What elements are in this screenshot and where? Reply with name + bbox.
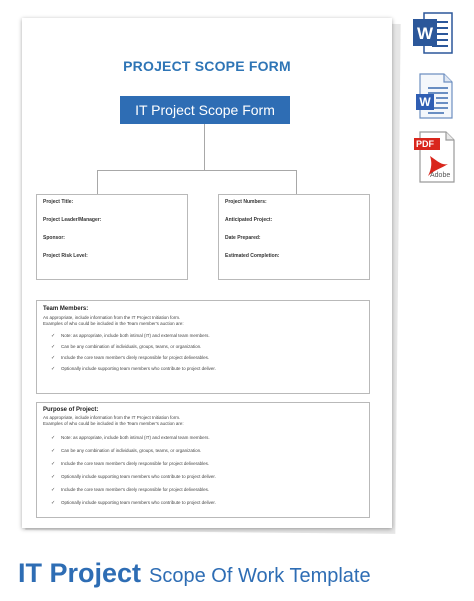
list-item-text: Note: as appropriate, include both intimal (IT) and external team members. [61,435,210,440]
check-icon: ✓ [51,487,56,493]
list-item-text: Optionally include supporting team members who contribute to project deliver. [61,474,216,479]
adobe-label: Adobe [430,172,451,179]
check-icon: ✓ [51,500,56,506]
list-item [51,444,216,457]
team-members-section [36,300,370,394]
field-project-numbers[interactable]: Project Numbers: [225,199,267,205]
purpose-heading: Purpose of Project: [43,407,99,413]
field-project-title[interactable]: Project Title: [43,199,74,205]
caption-light: Scope Of Work Template [149,565,371,587]
check-icon: ✓ [51,448,56,454]
field-sponsor[interactable]: Sponsor: [43,235,65,241]
field-estimated-completion[interactable]: Estimated Completion: [225,253,280,259]
caption-strong: IT Project [18,558,142,588]
document-page [22,18,392,528]
connector-left-drop [97,170,98,194]
list-item [51,483,216,496]
check-icon: ✓ [51,366,56,372]
list-item [51,352,216,363]
connector-right-drop [296,170,297,194]
purpose-intro-1: As appropriate, include information from the IT Project Initiation form. [43,415,181,420]
team-members-list [51,330,216,374]
list-item [51,457,216,470]
banner-title: IT Project Scope Form [120,96,290,124]
check-icon: ✓ [51,344,56,350]
field-project-leader[interactable]: Project Leader/Manager: [43,217,102,223]
connector-vertical-top [204,124,205,170]
list-item [51,496,216,509]
list-item-text: Optionally include supporting team members who contribute to project deliver. [61,366,216,371]
list-item [51,341,216,352]
field-risk-level[interactable]: Project Risk Level: [43,253,88,259]
list-item-text: Optionally include supporting team members who contribute to project deliver. [61,500,216,505]
list-item-text: Include the core team member's direly responsible for project deliverables. [61,355,210,360]
purpose-intro-2: Examples of who could be included in the Team member's auction are: [43,421,184,426]
list-item-text: Include the core team member's direly responsible for project deliverables. [61,487,210,492]
team-members-intro-1: As appropriate, include information from the IT Project Initiation form. [43,315,181,320]
purpose-section [36,402,370,518]
purpose-list [51,431,216,509]
pdf-icon[interactable] [412,130,458,184]
field-date-prepared[interactable]: Date Prepared: [225,235,261,241]
page-caption [18,558,371,589]
svg-text:W: W [416,24,434,43]
list-item [51,470,216,483]
form-title: PROJECT SCOPE FORM [123,58,291,74]
list-item-text: Can be any combination of individuals, groups, teams, or organization. [61,344,202,349]
project-dates-box [218,194,370,280]
list-item [51,330,216,341]
connector-horizontal [97,170,297,171]
svg-text:W: W [419,95,431,109]
word-icon[interactable] [412,10,454,56]
list-item-text: Note: as appropriate, include both intimal (IT) and external team members. [61,333,210,338]
word-document-icon[interactable] [414,72,456,120]
list-item [51,363,216,374]
pdf-badge-label: PDF [416,139,434,149]
check-icon: ✓ [51,355,56,361]
list-item-text: Include the core team member's direly responsible for project deliverables. [61,461,210,466]
team-members-heading: Team Members: [43,306,89,312]
check-icon: ✓ [51,333,56,339]
list-item [51,431,216,444]
project-info-box [36,194,188,280]
check-icon: ✓ [51,474,56,480]
team-members-intro-2: Examples of who could be included in the Team member's auction are: [43,321,184,326]
check-icon: ✓ [51,461,56,467]
check-icon: ✓ [51,435,56,441]
list-item-text: Can be any combination of individuals, groups, teams, or organization. [61,448,202,453]
field-anticipated-project[interactable]: Anticipated Project: [225,217,273,223]
